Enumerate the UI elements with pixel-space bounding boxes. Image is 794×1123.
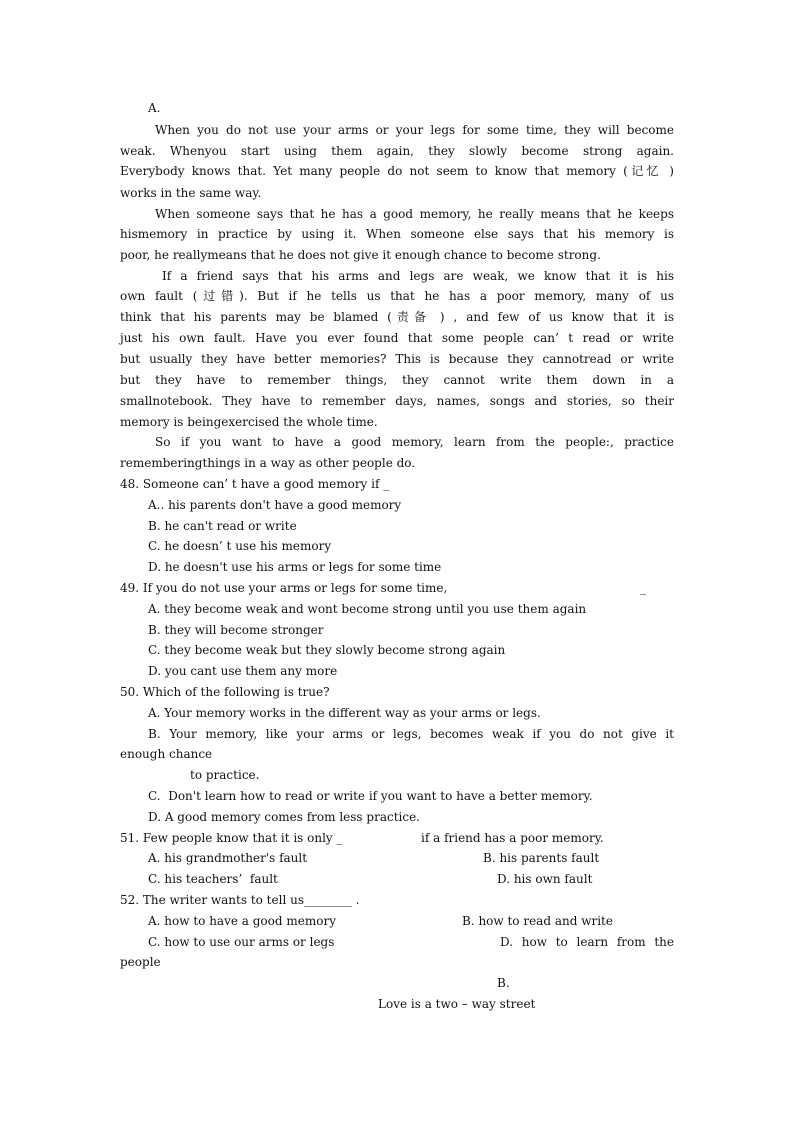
p3-line-6: but they have to remember things, they cannot write them down in a	[120, 373, 674, 387]
q52-option-d-cont: people	[120, 955, 161, 969]
q51-option-d: D. his own fault	[497, 872, 593, 886]
section-b-title: Love is a two – way street	[378, 997, 536, 1011]
p3-line-2: own fault (过错). But if he tells us that he has a poor memory, many of us	[120, 289, 674, 303]
p1-line-2: weak. Whenyou start using them again, they slowly become strong again.	[120, 144, 674, 158]
q48-option-b: B. he can't read or write	[148, 519, 297, 533]
q52-option-c: C. how to use our arms or legs	[148, 935, 335, 949]
p1-line-3: Everybody knows that. Yet many people do not seem to know that memory (记忆 )	[120, 164, 674, 178]
q50-option-c: C. Don't learn how to read or write if you want to have a better memory.	[148, 789, 593, 803]
p2-line-1: When someone says that he has a good memory, he really means that he keeps	[155, 207, 674, 221]
q50-option-b: B. Your memory, like your arms or legs, becomes weak if you do not give it	[148, 727, 674, 741]
q48-option-d: D. he doesn't use his arms or legs for some time	[148, 560, 442, 574]
section-a-label: A.	[148, 101, 161, 115]
q52-stem: 52. The writer wants to tell us________ .	[120, 893, 360, 907]
q49-option-b: B. they will become stronger	[148, 623, 324, 637]
p1-line-1: When you do not use your arms or your legs for some time, they will become	[155, 123, 674, 137]
p3-line-1: If a friend says that his arms and legs are weak, we know that it is his	[162, 269, 674, 283]
q51-option-c: C. his teachers’ fault	[148, 872, 278, 886]
q51-option-a: A. his grandmother's fault	[148, 851, 308, 865]
p1-line-4: works in the same way.	[120, 186, 262, 200]
q50-stem: 50. Which of the following is true?	[120, 685, 330, 699]
q48-option-c: C. he doesn’ t use his memory	[148, 539, 332, 553]
p4-line-2: rememberingthings in a way as other people do.	[120, 456, 416, 470]
q52-option-b: B. how to read and write	[462, 914, 613, 928]
q50-option-a: A. Your memory works in the different way as your arms or legs.	[148, 706, 541, 720]
p2-line-2: hismemory in practice by using it. When someone else says that his memory is	[120, 227, 674, 241]
q49-option-d: D. you cant use them any more	[148, 664, 338, 678]
p3-line-3: think that his parents may be blamed (责备 ) , and few of us know that it is	[120, 310, 674, 324]
q52-option-a: A. how to have a good memory	[148, 914, 336, 928]
q51-stem-cont: if a friend has a poor memory.	[421, 831, 604, 845]
p3-line-8: memory is beingexercised the whole time.	[120, 415, 378, 429]
p3-line-4: just his own fault. Have you ever found that some people can’ t read or write	[120, 331, 674, 345]
q52-option-d: D. how to learn from the	[500, 935, 674, 949]
q49-option-c: C. they become weak but they slowly become strong again	[148, 643, 506, 657]
q49-blank: _	[640, 581, 646, 595]
q48-option-a: A.. his parents don't have a good memory	[148, 498, 402, 512]
q49-option-a: A. they become weak and wont become strong until you use them again	[148, 602, 587, 616]
q51-option-b: B. his parents fault	[483, 851, 600, 865]
q50-option-b-cont-2: to practice.	[190, 768, 260, 782]
q48-stem: 48. Someone can’ t have a good memory if _	[120, 477, 390, 491]
section-b-label: B.	[497, 976, 510, 990]
p2-line-3: poor, he reallymeans that he does not give it enough chance to become strong.	[120, 248, 601, 262]
p4-line-1: So if you want to have a good memory, learn from the people:, practice	[155, 435, 674, 449]
q51-stem: 51. Few people know that it is only _	[120, 831, 343, 845]
q49-stem: 49. If you do not use your arms or legs for some time,	[120, 581, 448, 595]
q50-option-b-cont-1: enough chance	[120, 747, 213, 761]
p3-line-7: smallnotebook. They have to remember days, names, songs and stories, so their	[120, 394, 674, 408]
p3-line-5: but usually they have better memories? This is because they cannotread or write	[120, 352, 674, 366]
q50-option-d: D. A good memory comes from less practice.	[148, 810, 420, 824]
